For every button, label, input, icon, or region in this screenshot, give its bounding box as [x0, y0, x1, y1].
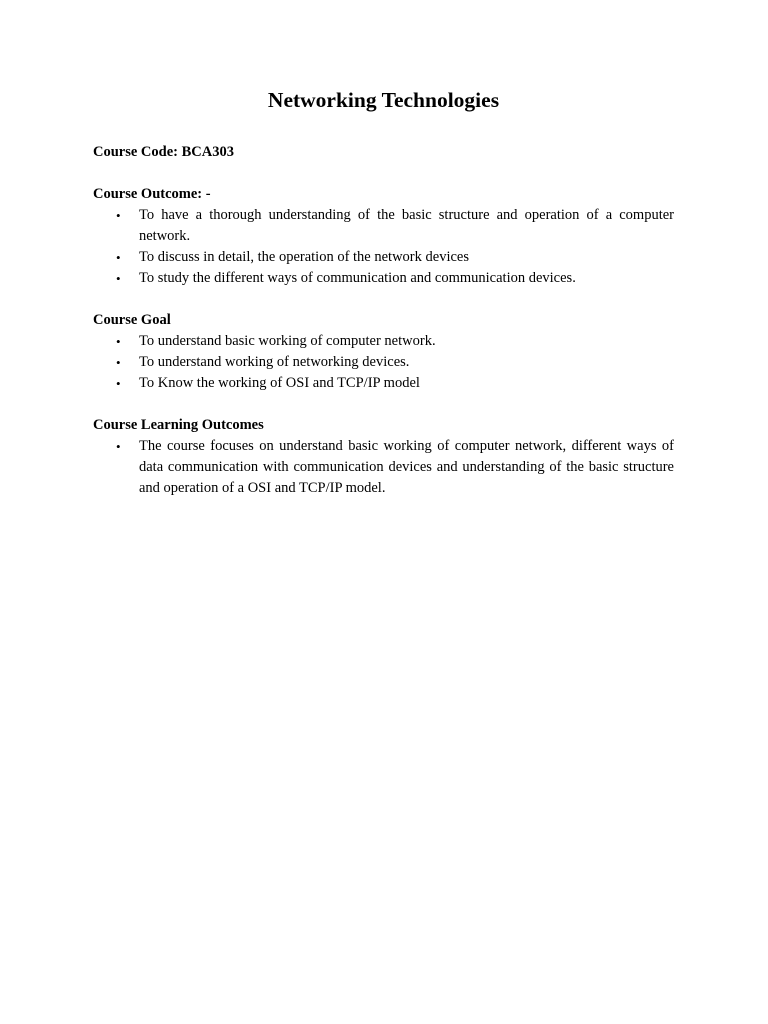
list-item-text: To discuss in detail, the operation of the network devices [139, 249, 469, 265]
list-item-text: The course focuses on understand basic working of computer network, different ways of data communication with communication devices and understanding of the basic structure and operation of a OSI and TCP/IP model. [139, 438, 674, 496]
course-goal-section [93, 310, 674, 394]
course-learning-outcomes-heading: Course Learning Outcomes [93, 417, 264, 433]
list-item-text: To study the different ways of communication and communication devices. [139, 270, 576, 286]
bullet-icon: • [116, 334, 121, 349]
list-item-text: To Know the working of OSI and TCP/IP model [139, 375, 420, 391]
course-goal-heading: Course Goal [93, 312, 171, 328]
bullet-icon: • [116, 439, 121, 454]
course-learning-outcomes-section [93, 415, 674, 499]
list-item [93, 331, 674, 352]
course-code: Course Code: BCA303 [93, 144, 234, 160]
course-learning-outcomes-list [93, 436, 674, 499]
list-item-text: To understand basic working of computer network. [139, 333, 436, 349]
list-item [93, 268, 674, 289]
bullet-icon: • [116, 376, 121, 391]
list-item [93, 352, 674, 373]
list-item [93, 205, 674, 247]
list-item-text: To have a thorough understanding of the basic structure and operation of a computer network. [139, 207, 674, 244]
page-title: Networking Technologies [267, 88, 500, 112]
bullet-icon: • [116, 208, 121, 223]
course-goal-list [93, 331, 674, 394]
list-item [93, 247, 674, 268]
list-item-text: To understand working of networking devices. [139, 354, 410, 370]
course-outcome-heading: Course Outcome: - [93, 186, 211, 202]
list-item [93, 436, 674, 499]
bullet-icon: • [116, 250, 121, 265]
course-outcome-section [93, 184, 674, 289]
bullet-icon: • [116, 271, 121, 286]
course-outcome-list [93, 205, 674, 289]
bullet-icon: • [116, 355, 121, 370]
list-item [93, 373, 674, 394]
